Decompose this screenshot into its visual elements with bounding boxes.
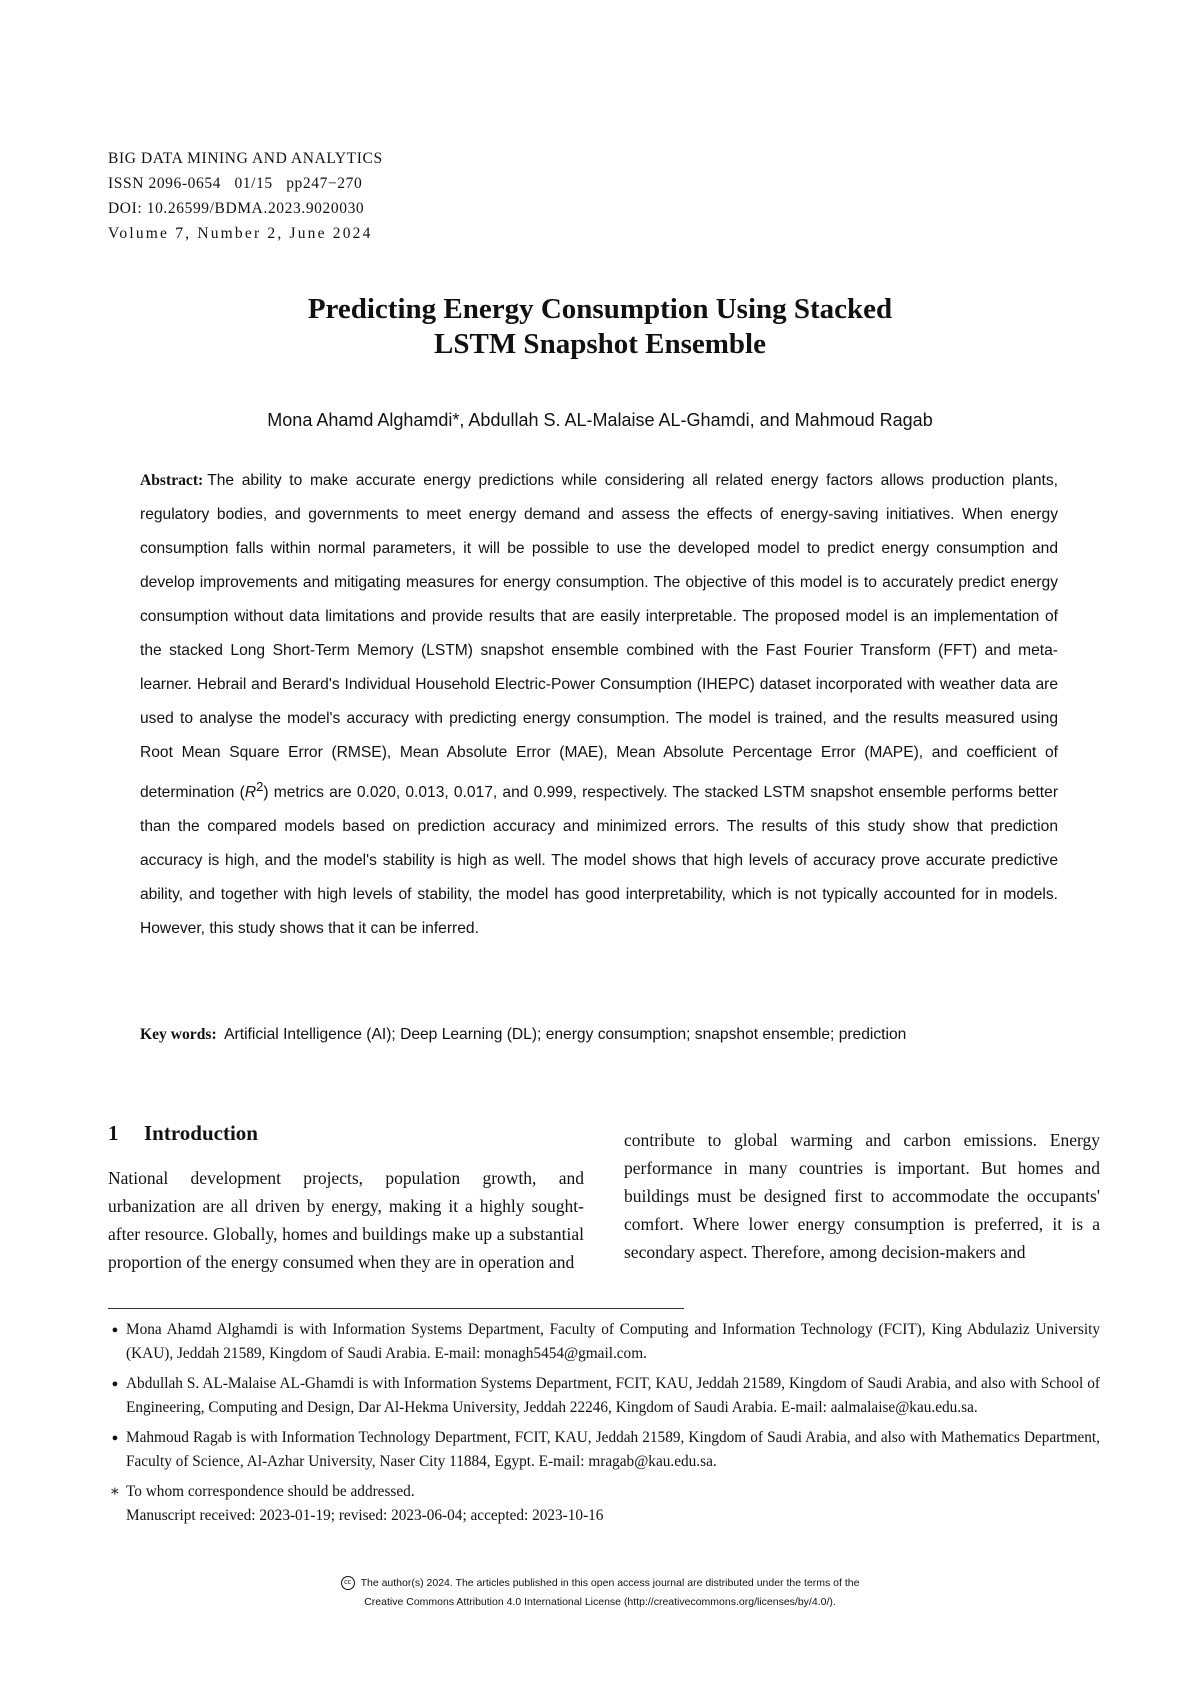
footnote-text: Mahmoud Ragab is with Information Technology Department, FCIT, KAU, Jeddah 21589, Kingdom of Saudi Arabia, and also with Mathematics Department, Faculty of Science, Al-Azhar University, Naser City 11884, Egypt. E-mail: mragab@kau.edu.sa. bbox=[126, 1429, 1100, 1470]
title-line-1: Predicting Energy Consumption Using Stacked bbox=[307, 293, 893, 325]
author-list: Mona Ahamd Alghamdi*, Abdullah S. AL-Malaise AL-Ghamdi, and Mahmoud Ragab bbox=[267, 410, 933, 430]
footnote-author-3 bbox=[108, 1426, 1100, 1474]
abstract-label: Abstract: bbox=[140, 472, 204, 489]
keywords bbox=[140, 1024, 1058, 1046]
abstract-text-part2: ) metrics are 0.020, 0.013, 0.017, and 0.999, respectively. The stacked LSTM snapshot ensemble performs better than the compared models based on prediction accuracy and minimized errors. The results of this study show that prediction accuracy is high, and the model's stability is high as well. The model shows that high levels of accuracy prove accurate predictive ability, and together with high levels of stability, the model has good interpretability, which is not typically accounted for in models. However, this study shows that it can be inferred. bbox=[140, 784, 1059, 938]
footnote-correspondence bbox=[108, 1480, 1100, 1504]
section-number: 1 bbox=[108, 1121, 119, 1145]
section-heading bbox=[108, 1121, 258, 1146]
doi-line: DOI: 10.26599/BDMA.2023.9020030 bbox=[108, 200, 365, 217]
footnote-author-2 bbox=[108, 1372, 1100, 1420]
journal-header bbox=[108, 146, 383, 246]
asterisk-icon: ∗ bbox=[109, 1483, 121, 1500]
title-line-2: LSTM Snapshot Ensemble bbox=[434, 328, 766, 360]
footnote-text: Abdullah S. AL-Malaise AL-Ghamdi is with Information Systems Department, FCIT, KAU, Jeddah 21589, Kingdom of Saudi Arabia, and also with School of Engineering, Computing and Design, Dar Al-Hekma University, Jeddah 22246, Kingdom of Saudi Arabia. E-mail: aalmalaise@kau.edu.sa. bbox=[126, 1375, 1100, 1416]
volume-line: Volume 7, Number 2, June 2024 bbox=[108, 225, 373, 242]
issn-line: ISSN 2096-0654 01/15 pp247−270 bbox=[108, 175, 363, 192]
footnote-text: Mona Ahamd Alghamdi is with Information Systems Department, Faculty of Computing and Information Technology (FCIT), King Abdulaziz University (KAU), Jeddah 21589, Kingdom of Saudi Arabia. E-mail: monagh5454@gmail.com. bbox=[126, 1321, 1100, 1362]
bullet-icon: ● bbox=[111, 1432, 119, 1444]
abstract bbox=[140, 464, 1058, 946]
keywords-text: Artificial Intelligence (AI); Deep Learning (DL); energy consumption; snapshot ensemble; prediction bbox=[224, 1026, 907, 1043]
journal-name: BIG DATA MINING AND ANALYTICS bbox=[108, 150, 383, 167]
bullet-icon: ● bbox=[111, 1324, 119, 1336]
r-squared-symbol: R bbox=[244, 784, 257, 802]
license-line-2: Creative Commons Attribution 4.0 International License (http://creativecommons.org/licenses/by/4.0/). bbox=[364, 1596, 836, 1608]
section-title: Introduction bbox=[144, 1121, 258, 1145]
footnote-text: To whom correspondence should be addressed. bbox=[126, 1483, 415, 1500]
manuscript-dates: Manuscript received: 2023-01-19; revised: 2023-06-04; accepted: 2023-10-16 bbox=[126, 1507, 604, 1524]
footnote-author-1 bbox=[108, 1318, 1100, 1366]
keywords-label: Key words: bbox=[140, 1026, 217, 1043]
body-left-column: National development projects, population growth, and urbanization are all driven by energy, making it a highly sought-after resource. Globally, homes and buildings make up a substantial proportion of the energy consumed when they are in operation and bbox=[108, 1168, 584, 1272]
body-right-column: contribute to global warming and carbon emissions. Energy performance in many countries is important. But homes and buildings must be designed first to accommodate the occupants' comfort. Where lower energy consumption is preferred, it is a secondary aspect. Therefore, among decision-makers and bbox=[624, 1130, 1100, 1262]
creative-commons-icon: cc bbox=[341, 1576, 355, 1590]
paper-title bbox=[0, 292, 1200, 362]
footnotes bbox=[108, 1318, 1100, 1534]
r-squared-exponent: 2 bbox=[256, 779, 264, 794]
license-line-1: The author(s) 2024. The articles published in this open access journal are distributed under the terms of the bbox=[360, 1577, 860, 1589]
bullet-icon: ● bbox=[111, 1378, 119, 1390]
footnote-divider bbox=[108, 1308, 684, 1309]
license-notice bbox=[0, 1574, 1200, 1612]
abstract-text-part1: The ability to make accurate energy predictions while considering all related energy factors allows production plants, regulatory bodies, and governments to meet energy demand and assess the effects of energy-saving initiatives. When energy consumption falls within normal parameters, it will be possible to use the developed model to predict energy consumption and develop improvements and mitigating measures for energy consumption. The objective of this model is to accurately predict energy consumption without data limitations and provide results that are easily interpretable. The proposed model is an implementation of the stacked Long Short-Term Memory (LSTM) snapshot ensemble combined with the Fast Fourier Transform (FFT) and meta-learner. Hebrail and Berard's Individual Household Electric-Power Consumption (IHEPC) dataset incorporated with weather data are used to analyse the model's accuracy with predicting energy consumption. The model is trained, and the results measured using Root Mean Square Error (RMSE), Mean Absolute Error (MAE), Mean Absolute Percentage Error (MAPE), and coefficient of determination ( bbox=[140, 472, 1058, 802]
